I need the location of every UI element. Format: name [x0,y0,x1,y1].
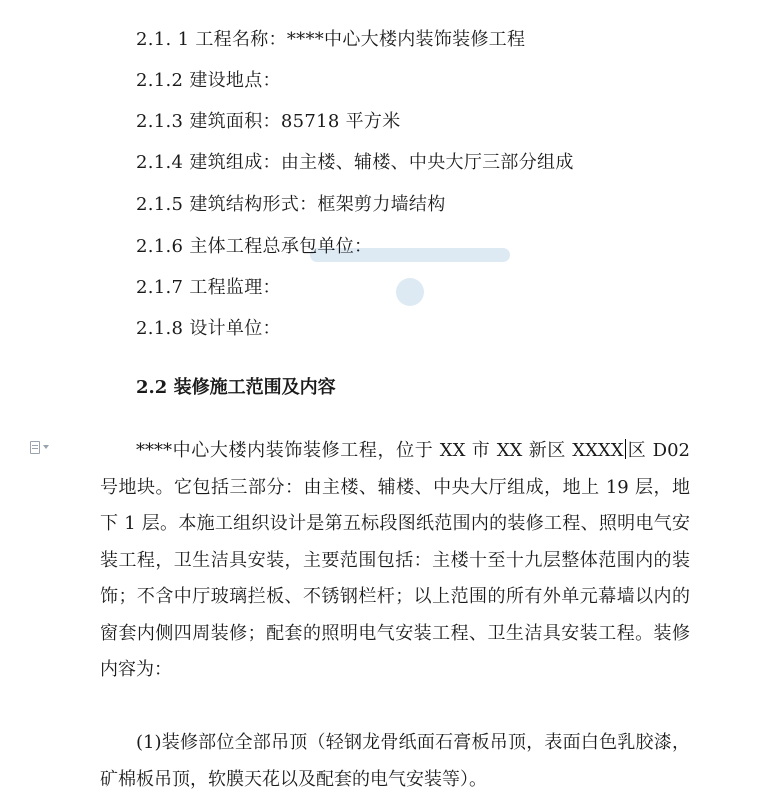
paragraph-options-icon[interactable] [30,439,58,455]
body-paragraph[interactable] [100,433,690,689]
info-line-project-name: 2.1. 1 工程名称：****中心大楼内装饰装修工程 [136,29,526,50]
list-item-ceiling[interactable]: (1)装修部位全部吊顶（轻钢龙骨纸面石膏板吊顶，表面白色乳胶漆，矿棉板吊顶，软膜天花以及配套的电气安装等）。 [100,732,690,790]
info-line-area: 2.1.3 建筑面积：85718 平方米 [136,111,401,132]
info-line-designer: 2.1.8 设计单位： [136,318,281,339]
text-cursor [625,439,627,459]
chevron-down-icon [43,445,49,449]
info-line-contractor: 2.1.6 主体工程总承包单位： [136,236,373,257]
info-line-location: 2.1.2 建设地点： [136,70,281,91]
info-line-supervision: 2.1.7 工程监理： [136,277,281,298]
paragraph-text-before-cursor: ****中心大楼内装饰装修工程，位于 XX 市 XX 新区 XXXX [136,440,624,461]
paragraph-text-after-cursor: 区 D02 号地块。它包括三部分：由主楼、辅楼、中央大厅组成，地上 19 层，地下 1 层。本施工组织设计是第五标段图纸范围内的装修工程、照明电气安装工程，卫生洁具安装，主要范围包括：主楼十至十九层整体范围内的装饰；不含中厅玻璃拦板、不锈钢栏杆；以上范围的所有外单元幕墙以内的窗套内侧四周装修；配套的照明电气安装工程、卫生洁具安装工程。装修内容为： [100,440,691,680]
info-line-structure: 2.1.5 建筑结构形式：框架剪力墙结构 [136,194,446,215]
document-icon [30,441,40,454]
section-heading: 2.2 装修施工范围及内容 [136,377,336,398]
info-line-composition: 2.1.4 建筑组成：由主楼、辅楼、中央大厅三部分组成 [136,152,574,173]
